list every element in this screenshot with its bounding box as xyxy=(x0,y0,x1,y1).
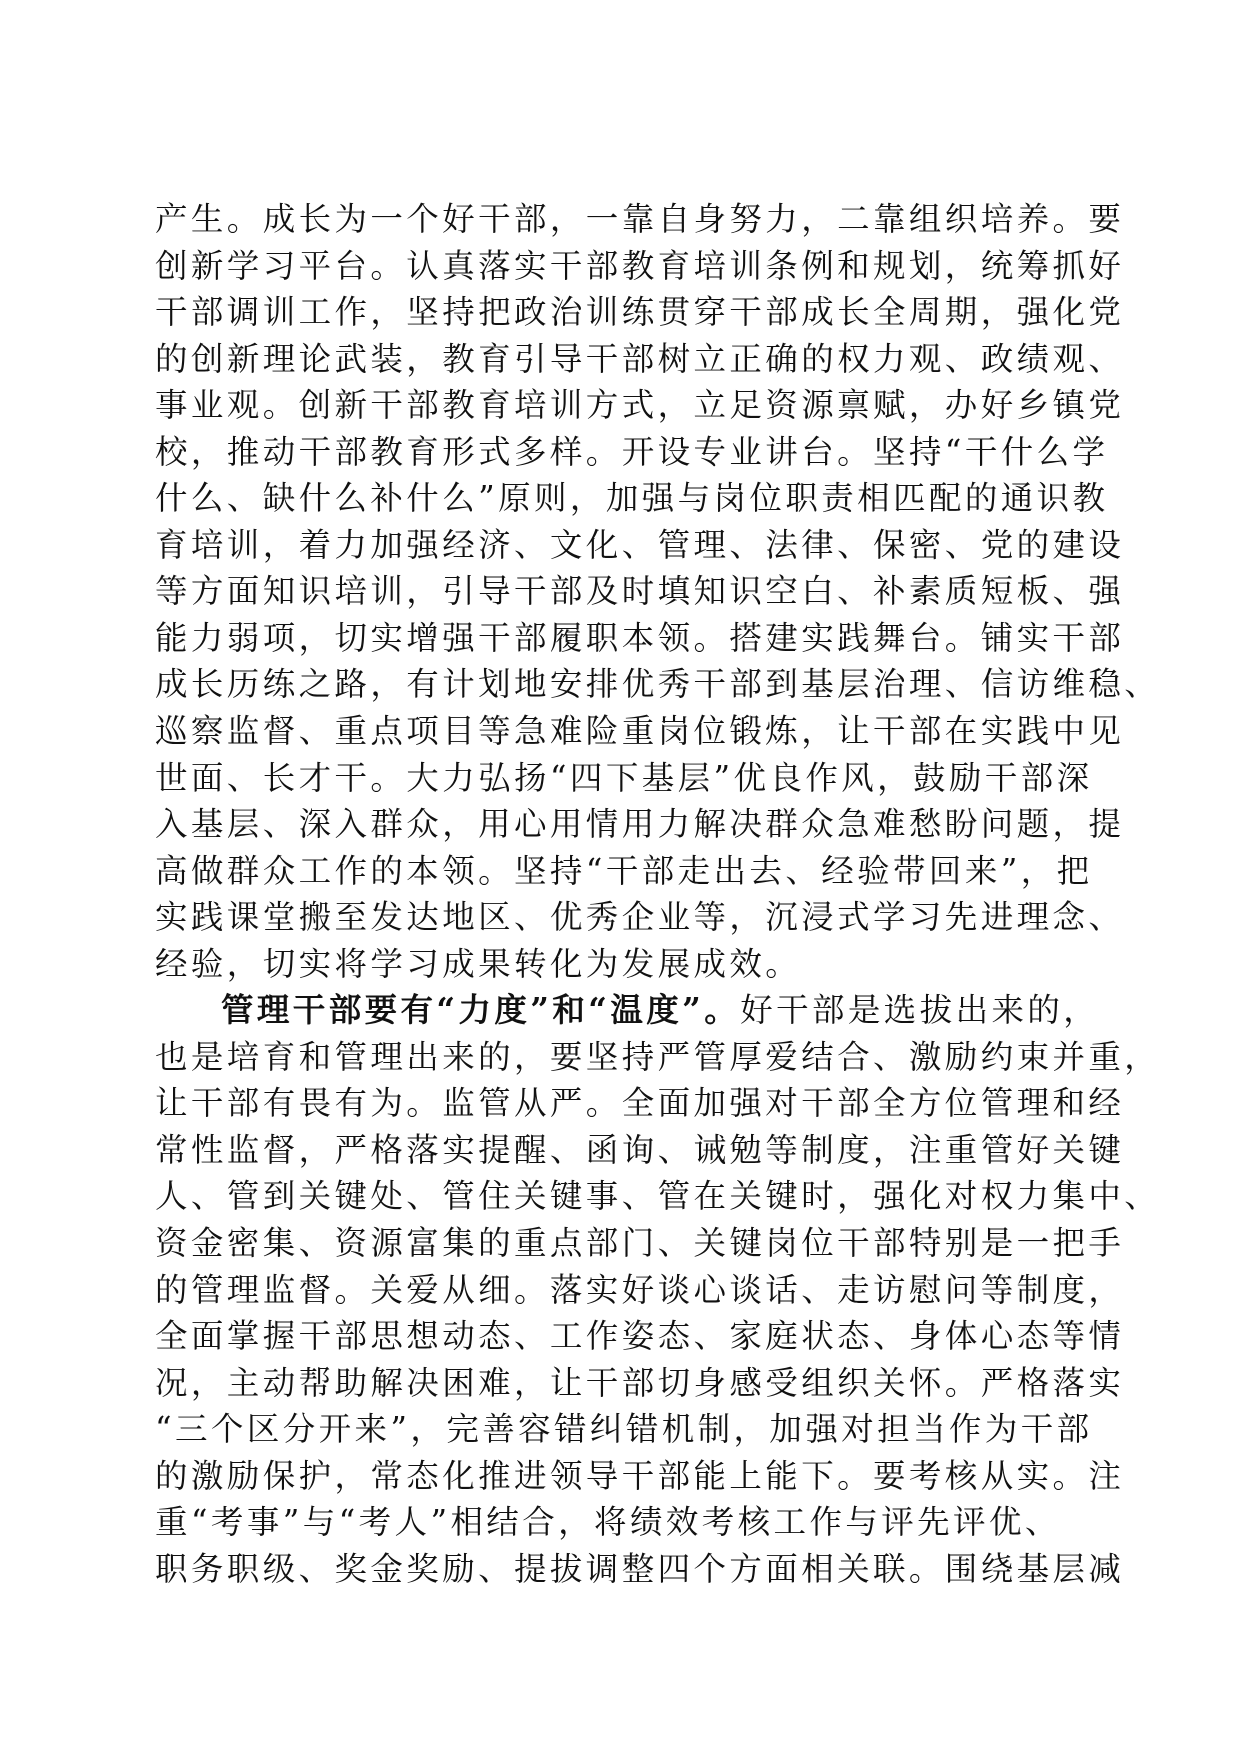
section-heading: 管理干部要有“力度”和“温度”。 xyxy=(221,990,741,1030)
text-line: 校，推动干部教育形式多样。开设专业讲台。坚持“干什么学 xyxy=(155,432,1109,471)
text-line: 全面掌握干部思想动态、工作姿态、家庭状态、身体心态等情 xyxy=(155,1317,1125,1356)
text-line: 世面、长才干。大力弘扬“四下基层”优良作风，鼓励干部深 xyxy=(155,758,1093,797)
heading-continuation: 好干部是选拔出来的， xyxy=(740,991,1100,1030)
text-line: 经验，切实将学习成果转化为发展成效。 xyxy=(155,944,802,983)
text-line: 人、管到关键处、管住关键事、管在关键时，强化对权力集中、 xyxy=(155,1177,1161,1216)
text-line: 干部调训工作，坚持把政治训练贯穿干部成长全周期，强化党 xyxy=(155,293,1125,332)
text-line: 常性监督，严格落实提醒、函询、诫勉等制度，注重管好关键 xyxy=(155,1130,1125,1169)
text-line: 什么、缺什么补什么”原则，加强与岗位职责相匹配的通识教 xyxy=(155,479,1109,518)
text-line: 创新学习平台。认真落实干部教育培训条例和规划，统筹抓好 xyxy=(155,246,1125,285)
text-line: 的激励保护，常态化推进领导干部能上能下。要考核从实。注 xyxy=(155,1456,1125,1495)
text-line: 职务职级、奖金奖励、提拔调整四个方面相关联。围绕基层减 xyxy=(155,1549,1125,1588)
text-line: 的管理监督。关爱从细。落实好谈心谈话、走访慰问等制度， xyxy=(155,1270,1125,1309)
text-line: 高做群众工作的本领。坚持“干部走出去、经验带回来”，把 xyxy=(155,851,1093,890)
text-line: 事业观。创新干部教育培训方式，立足资源禀赋，办好乡镇党 xyxy=(155,386,1125,425)
text-line: 巡察监督、重点项目等急难险重岗位锻炼，让干部在实践中见 xyxy=(155,712,1125,751)
text-line: 也是培育和管理出来的，要坚持严管厚爱结合、激励约束并重， xyxy=(155,1037,1161,1076)
text-line: 产生。成长为一个好干部，一靠自身努力，二靠组织培养。要 xyxy=(155,200,1125,238)
text-line: 况，主动帮助解决困难，让干部切身感受组织关怀。严格落实 xyxy=(155,1363,1125,1402)
text-line: 能力弱项，切实增强干部履职本领。搭建实践舞台。铺实干部 xyxy=(155,618,1125,657)
text-line: 重“考事”与“考人”相结合，将绩效考核工作与评先评优、 xyxy=(155,1503,1061,1542)
text-line: 资金密集、资源富集的重点部门、关键岗位干部特别是一把手 xyxy=(155,1224,1125,1263)
text-line: 实践课堂搬至发达地区、优秀企业等，沉浸式学习先进理念、 xyxy=(155,898,1125,937)
text-line: 等方面知识培训，引导干部及时填知识空白、补素质短板、强 xyxy=(155,572,1125,611)
section-heading-line xyxy=(155,987,1100,1034)
text-line: 让干部有畏有为。监管从严。全面加强对干部全方位管理和经 xyxy=(155,1084,1125,1123)
text-line: 入基层、深入群众，用心用情用力解决群众急难愁盼问题，提 xyxy=(155,805,1125,844)
text-line: 成长历练之路，有计划地安排优秀干部到基层治理、信访维稳、 xyxy=(155,665,1161,704)
body-text xyxy=(155,196,1161,1592)
text-line: “三个区分开来”，完善容错纠错机制，加强对担当作为干部 xyxy=(155,1410,1093,1449)
text-line: 育培训，着力加强经济、文化、管理、法律、保密、党的建设 xyxy=(155,525,1125,564)
text-line: 的创新理论武装，教育引导干部树立正确的权力观、政绩观、 xyxy=(155,339,1125,378)
